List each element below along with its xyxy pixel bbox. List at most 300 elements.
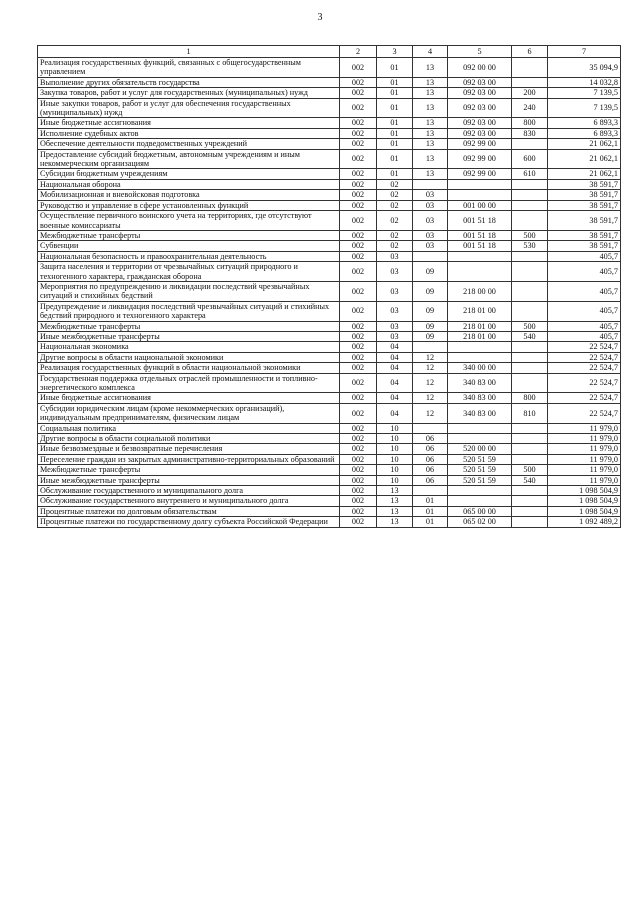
row-amount-cell: 38 591,7 — [548, 190, 621, 200]
row-code-cell: 002 — [340, 486, 377, 496]
row-expense-type-cell — [512, 444, 548, 454]
row-section-cell: 04 — [377, 393, 413, 403]
row-section-cell: 04 — [377, 363, 413, 373]
row-amount-cell: 11 979,0 — [548, 444, 621, 454]
row-section-cell: 01 — [377, 169, 413, 179]
row-name-cell: Другие вопросы в области национальной экономики — [38, 352, 340, 362]
row-section-cell: 03 — [377, 251, 413, 261]
row-target-cell — [448, 190, 512, 200]
row-target-cell — [448, 486, 512, 496]
budget-table — [37, 45, 621, 528]
row-target-cell — [448, 352, 512, 362]
row-code-cell: 002 — [340, 454, 377, 464]
row-amount-cell: 38 591,7 — [548, 241, 621, 251]
row-amount-cell: 405,7 — [548, 262, 621, 282]
row-code-cell: 002 — [340, 506, 377, 516]
table-row — [38, 128, 621, 138]
row-subsection-cell: 12 — [413, 373, 448, 393]
row-subsection-cell: 13 — [413, 118, 448, 128]
row-target-cell: 340 00 00 — [448, 363, 512, 373]
table-row — [38, 77, 621, 87]
row-name-cell: Государственная поддержка отдельных отраслей промышленности и топливно-энергетического комплекса — [38, 373, 340, 393]
table-row — [38, 230, 621, 240]
row-section-cell: 10 — [377, 465, 413, 475]
row-section-cell: 03 — [377, 281, 413, 301]
row-subsection-cell: 03 — [413, 230, 448, 240]
row-section-cell: 01 — [377, 77, 413, 87]
row-expense-type-cell — [512, 352, 548, 362]
table-row — [38, 262, 621, 282]
row-target-cell — [448, 179, 512, 189]
row-name-cell: Национальная экономика — [38, 342, 340, 352]
row-expense-type-cell — [512, 363, 548, 373]
row-section-cell: 13 — [377, 486, 413, 496]
row-amount-cell: 405,7 — [548, 301, 621, 321]
row-name-cell: Иные безвозмездные и безвозвратные перечисления — [38, 444, 340, 454]
row-subsection-cell: 09 — [413, 321, 448, 331]
row-amount-cell: 1 098 504,9 — [548, 496, 621, 506]
table-row — [38, 342, 621, 352]
row-name-cell: Национальная оборона — [38, 179, 340, 189]
row-section-cell: 02 — [377, 190, 413, 200]
table-row — [38, 517, 621, 527]
row-code-cell: 002 — [340, 262, 377, 282]
table-row — [38, 281, 621, 301]
row-expense-type-cell — [512, 179, 548, 189]
row-code-cell: 002 — [340, 98, 377, 118]
row-expense-type-cell — [512, 423, 548, 433]
row-name-cell: Закупка товаров, работ и услуг для государственных (муниципальных) нужд — [38, 88, 340, 98]
header-cell: 7 — [548, 46, 621, 58]
row-subsection-cell: 06 — [413, 465, 448, 475]
row-expense-type-cell — [512, 496, 548, 506]
row-subsection-cell: 01 — [413, 506, 448, 516]
row-target-cell: 092 03 00 — [448, 118, 512, 128]
row-name-cell: Другие вопросы в области социальной политики — [38, 434, 340, 444]
row-section-cell: 01 — [377, 98, 413, 118]
row-section-cell: 13 — [377, 506, 413, 516]
row-expense-type-cell — [512, 342, 548, 352]
row-amount-cell: 38 591,7 — [548, 230, 621, 240]
row-amount-cell: 22 524,7 — [548, 342, 621, 352]
row-expense-type-cell — [512, 77, 548, 87]
row-target-cell — [448, 496, 512, 506]
row-amount-cell: 11 979,0 — [548, 434, 621, 444]
row-amount-cell: 1 098 504,9 — [548, 506, 621, 516]
row-section-cell: 03 — [377, 262, 413, 282]
page-number: 3 — [317, 12, 323, 23]
table-row — [38, 190, 621, 200]
row-name-cell: Социальная политика — [38, 423, 340, 433]
table-row — [38, 200, 621, 210]
row-name-cell: Межбюджетные трансферты — [38, 465, 340, 475]
table-row — [38, 118, 621, 128]
table-row — [38, 241, 621, 251]
row-name-cell: Исполнение судебных актов — [38, 128, 340, 138]
row-amount-cell: 11 979,0 — [548, 454, 621, 464]
row-expense-type-cell — [512, 58, 548, 78]
row-code-cell: 002 — [340, 321, 377, 331]
row-amount-cell: 405,7 — [548, 331, 621, 341]
row-target-cell: 001 51 18 — [448, 241, 512, 251]
row-amount-cell: 22 524,7 — [548, 352, 621, 362]
row-section-cell: 01 — [377, 128, 413, 138]
row-name-cell: Иные бюджетные ассигнования — [38, 393, 340, 403]
row-subsection-cell: 13 — [413, 139, 448, 149]
row-expense-type-cell: 530 — [512, 241, 548, 251]
row-subsection-cell: 09 — [413, 301, 448, 321]
row-expense-type-cell: 500 — [512, 321, 548, 331]
row-name-cell: Субсидии бюджетным учреждениям — [38, 169, 340, 179]
row-expense-type-cell: 500 — [512, 230, 548, 240]
row-target-cell: 520 51 59 — [448, 454, 512, 464]
row-code-cell: 002 — [340, 331, 377, 341]
row-section-cell: 13 — [377, 496, 413, 506]
row-code-cell: 002 — [340, 169, 377, 179]
row-amount-cell: 22 524,7 — [548, 363, 621, 373]
row-target-cell: 092 03 00 — [448, 128, 512, 138]
row-expense-type-cell: 800 — [512, 393, 548, 403]
row-target-cell: 065 00 00 — [448, 506, 512, 516]
row-code-cell: 002 — [340, 444, 377, 454]
row-name-cell: Обслуживание государственного и муниципального долга — [38, 486, 340, 496]
table-row — [38, 179, 621, 189]
row-section-cell: 01 — [377, 118, 413, 128]
row-subsection-cell: 06 — [413, 444, 448, 454]
row-section-cell: 01 — [377, 149, 413, 169]
table-row — [38, 363, 621, 373]
row-name-cell: Национальная безопасность и правоохранительная деятельность — [38, 251, 340, 261]
row-name-cell: Выполнение других обязательств государства — [38, 77, 340, 87]
row-amount-cell: 11 979,0 — [548, 475, 621, 485]
table-row — [38, 454, 621, 464]
row-section-cell: 10 — [377, 444, 413, 454]
row-name-cell: Реализация государственных функций, связанных с общегосударственным управлением — [38, 58, 340, 78]
row-amount-cell: 1 098 504,9 — [548, 486, 621, 496]
row-amount-cell: 38 591,7 — [548, 211, 621, 231]
row-name-cell: Субвенции — [38, 241, 340, 251]
row-name-cell: Межбюджетные трансферты — [38, 321, 340, 331]
row-expense-type-cell: 610 — [512, 169, 548, 179]
row-target-cell: 218 00 00 — [448, 281, 512, 301]
row-expense-type-cell — [512, 517, 548, 527]
row-section-cell: 01 — [377, 88, 413, 98]
row-amount-cell: 21 062,1 — [548, 139, 621, 149]
row-name-cell: Субсидии юридическим лицам (кроме некоммерческих организаций), индивидуальным предпринимателям, физическим лицам — [38, 403, 340, 423]
row-code-cell: 002 — [340, 139, 377, 149]
header-cell: 2 — [340, 46, 377, 58]
row-name-cell: Мобилизационная и вневойсковая подготовка — [38, 190, 340, 200]
row-name-cell: Защита населения и территории от чрезвычайных ситуаций природного и техногенного характера, гражданская оборона — [38, 262, 340, 282]
row-code-cell: 002 — [340, 77, 377, 87]
row-section-cell: 01 — [377, 139, 413, 149]
row-subsection-cell — [413, 342, 448, 352]
row-expense-type-cell — [512, 211, 548, 231]
row-name-cell: Переселение граждан из закрытых административно-территориальных образований — [38, 454, 340, 464]
row-code-cell: 002 — [340, 251, 377, 261]
row-target-cell: 001 51 18 — [448, 211, 512, 231]
row-code-cell: 002 — [340, 230, 377, 240]
row-subsection-cell: 01 — [413, 517, 448, 527]
row-subsection-cell: 13 — [413, 128, 448, 138]
row-expense-type-cell — [512, 486, 548, 496]
row-subsection-cell: 12 — [413, 393, 448, 403]
row-section-cell: 04 — [377, 373, 413, 393]
row-target-cell: 092 99 00 — [448, 139, 512, 149]
row-amount-cell: 7 139,5 — [548, 88, 621, 98]
row-expense-type-cell: 600 — [512, 149, 548, 169]
table-row — [38, 496, 621, 506]
row-section-cell: 03 — [377, 331, 413, 341]
row-code-cell: 002 — [340, 128, 377, 138]
row-subsection-cell: 13 — [413, 88, 448, 98]
row-name-cell: Иные закупки товаров, работ и услуг для обеспечения государственных (муниципальных) нужд — [38, 98, 340, 118]
row-subsection-cell: 12 — [413, 352, 448, 362]
table-row — [38, 139, 621, 149]
row-code-cell: 002 — [340, 118, 377, 128]
table-row — [38, 506, 621, 516]
row-target-cell: 092 03 00 — [448, 77, 512, 87]
table-row — [38, 211, 621, 231]
row-subsection-cell — [413, 423, 448, 433]
row-section-cell: 10 — [377, 434, 413, 444]
row-code-cell: 002 — [340, 301, 377, 321]
row-code-cell: 002 — [340, 517, 377, 527]
row-code-cell: 002 — [340, 393, 377, 403]
row-name-cell: Руководство и управление в сфере установленных функций — [38, 200, 340, 210]
row-expense-type-cell — [512, 200, 548, 210]
row-subsection-cell: 13 — [413, 98, 448, 118]
row-code-cell: 002 — [340, 190, 377, 200]
row-amount-cell: 22 524,7 — [548, 393, 621, 403]
row-expense-type-cell — [512, 190, 548, 200]
row-section-cell: 10 — [377, 423, 413, 433]
row-target-cell: 218 01 00 — [448, 301, 512, 321]
table-row — [38, 169, 621, 179]
row-subsection-cell: 03 — [413, 241, 448, 251]
row-amount-cell: 21 062,1 — [548, 169, 621, 179]
row-code-cell: 002 — [340, 475, 377, 485]
row-expense-type-cell: 540 — [512, 475, 548, 485]
table-row — [38, 331, 621, 341]
row-amount-cell: 6 893,3 — [548, 128, 621, 138]
row-section-cell: 04 — [377, 403, 413, 423]
row-code-cell: 002 — [340, 496, 377, 506]
table-row — [38, 352, 621, 362]
row-amount-cell: 7 139,5 — [548, 98, 621, 118]
row-target-cell: 001 51 18 — [448, 230, 512, 240]
row-expense-type-cell — [512, 262, 548, 282]
row-section-cell: 02 — [377, 211, 413, 231]
row-amount-cell: 38 591,7 — [548, 179, 621, 189]
row-section-cell: 01 — [377, 58, 413, 78]
row-expense-type-cell: 810 — [512, 403, 548, 423]
row-subsection-cell — [413, 251, 448, 261]
row-subsection-cell: 09 — [413, 331, 448, 341]
row-subsection-cell: 13 — [413, 169, 448, 179]
row-name-cell: Иные межбюджетные трансферты — [38, 331, 340, 341]
row-subsection-cell: 09 — [413, 281, 448, 301]
row-section-cell: 04 — [377, 352, 413, 362]
table-row — [38, 149, 621, 169]
row-expense-type-cell: 200 — [512, 88, 548, 98]
row-subsection-cell: 03 — [413, 200, 448, 210]
row-expense-type-cell: 830 — [512, 128, 548, 138]
row-subsection-cell: 09 — [413, 262, 448, 282]
table-row — [38, 373, 621, 393]
row-subsection-cell: 06 — [413, 454, 448, 464]
header-cell: 1 — [38, 46, 340, 58]
row-name-cell: Реализация государственных функций в области национальной экономики — [38, 363, 340, 373]
row-name-cell: Иные бюджетные ассигнования — [38, 118, 340, 128]
row-target-cell: 218 01 00 — [448, 321, 512, 331]
row-code-cell: 002 — [340, 88, 377, 98]
row-subsection-cell: 13 — [413, 58, 448, 78]
row-amount-cell: 21 062,1 — [548, 149, 621, 169]
table-header-row — [38, 46, 621, 58]
row-section-cell: 10 — [377, 475, 413, 485]
row-target-cell: 340 83 00 — [448, 393, 512, 403]
row-subsection-cell: 03 — [413, 190, 448, 200]
row-expense-type-cell — [512, 454, 548, 464]
row-target-cell: 340 83 00 — [448, 373, 512, 393]
row-amount-cell: 405,7 — [548, 251, 621, 261]
row-name-cell: Процентные платежи по долговым обязательствам — [38, 506, 340, 516]
row-code-cell: 002 — [340, 281, 377, 301]
row-target-cell: 092 03 00 — [448, 88, 512, 98]
row-expense-type-cell: 800 — [512, 118, 548, 128]
row-amount-cell: 22 524,7 — [548, 403, 621, 423]
table-row — [38, 88, 621, 98]
row-target-cell: 092 03 00 — [448, 98, 512, 118]
table-row — [38, 444, 621, 454]
row-target-cell — [448, 251, 512, 261]
table-row — [38, 98, 621, 118]
row-target-cell: 340 83 00 — [448, 403, 512, 423]
table-row — [38, 251, 621, 261]
table-row — [38, 393, 621, 403]
table-row — [38, 434, 621, 444]
row-section-cell: 02 — [377, 179, 413, 189]
row-subsection-cell: 12 — [413, 363, 448, 373]
row-section-cell: 03 — [377, 321, 413, 331]
row-target-cell: 218 01 00 — [448, 331, 512, 341]
row-target-cell — [448, 342, 512, 352]
row-target-cell: 520 51 59 — [448, 475, 512, 485]
row-code-cell: 002 — [340, 241, 377, 251]
row-subsection-cell: 13 — [413, 77, 448, 87]
row-name-cell: Обслуживание государственного внутреннего и муниципального долга — [38, 496, 340, 506]
row-subsection-cell — [413, 486, 448, 496]
row-code-cell: 002 — [340, 465, 377, 475]
row-name-cell: Процентные платежи по государственному долгу субъекта Российской Федерации — [38, 517, 340, 527]
row-amount-cell: 1 092 489,2 — [548, 517, 621, 527]
row-code-cell: 002 — [340, 434, 377, 444]
row-expense-type-cell — [512, 251, 548, 261]
header-cell: 6 — [512, 46, 548, 58]
table-row — [38, 403, 621, 423]
row-code-cell: 002 — [340, 342, 377, 352]
table-row — [38, 423, 621, 433]
row-target-cell: 092 99 00 — [448, 169, 512, 179]
row-section-cell: 02 — [377, 241, 413, 251]
row-expense-type-cell: 240 — [512, 98, 548, 118]
row-subsection-cell — [413, 179, 448, 189]
row-code-cell: 002 — [340, 363, 377, 373]
table-row — [38, 321, 621, 331]
row-amount-cell: 35 094,9 — [548, 58, 621, 78]
row-expense-type-cell — [512, 506, 548, 516]
row-section-cell: 03 — [377, 301, 413, 321]
row-code-cell: 002 — [340, 58, 377, 78]
row-target-cell: 001 00 00 — [448, 200, 512, 210]
row-name-cell: Обеспечение деятельности подведомственных учреждений — [38, 139, 340, 149]
row-subsection-cell: 06 — [413, 475, 448, 485]
row-target-cell: 520 51 59 — [448, 465, 512, 475]
row-name-cell: Осуществление первичного воинского учета на территориях, где отсутствуют военные комиссариаты — [38, 211, 340, 231]
row-section-cell: 02 — [377, 200, 413, 210]
row-expense-type-cell: 540 — [512, 331, 548, 341]
row-name-cell: Предоставление субсидий бюджетным, автономным учреждениям и иным некоммерческим организациям — [38, 149, 340, 169]
row-amount-cell: 14 032,8 — [548, 77, 621, 87]
table-row — [38, 465, 621, 475]
row-target-cell: 092 00 00 — [448, 58, 512, 78]
row-section-cell: 10 — [377, 454, 413, 464]
row-name-cell: Межбюджетные трансферты — [38, 230, 340, 240]
row-code-cell: 002 — [340, 352, 377, 362]
row-name-cell: Предупреждение и ликвидация последствий чрезвычайных ситуаций и стихийных бедствий природного и техногенного характера — [38, 301, 340, 321]
row-code-cell: 002 — [340, 211, 377, 231]
row-section-cell: 13 — [377, 517, 413, 527]
table-row — [38, 486, 621, 496]
row-amount-cell: 22 524,7 — [548, 373, 621, 393]
row-target-cell: 092 99 00 — [448, 149, 512, 169]
row-subsection-cell: 13 — [413, 149, 448, 169]
row-code-cell: 002 — [340, 403, 377, 423]
row-section-cell: 04 — [377, 342, 413, 352]
row-expense-type-cell — [512, 373, 548, 393]
row-expense-type-cell: 500 — [512, 465, 548, 475]
row-amount-cell: 11 979,0 — [548, 465, 621, 475]
row-expense-type-cell — [512, 139, 548, 149]
row-code-cell: 002 — [340, 149, 377, 169]
row-target-cell: 065 02 00 — [448, 517, 512, 527]
row-target-cell — [448, 423, 512, 433]
header-cell: 3 — [377, 46, 413, 58]
table-row — [38, 301, 621, 321]
row-target-cell: 520 00 00 — [448, 444, 512, 454]
row-expense-type-cell — [512, 434, 548, 444]
row-section-cell: 02 — [377, 230, 413, 240]
row-code-cell: 002 — [340, 200, 377, 210]
row-amount-cell: 405,7 — [548, 281, 621, 301]
row-expense-type-cell — [512, 281, 548, 301]
row-code-cell: 002 — [340, 423, 377, 433]
row-expense-type-cell — [512, 301, 548, 321]
row-name-cell: Мероприятия по предупреждению и ликвидации последствий чрезвычайных ситуаций и стихийных бедствий — [38, 281, 340, 301]
table-row — [38, 58, 621, 78]
header-cell: 5 — [448, 46, 512, 58]
row-code-cell: 002 — [340, 373, 377, 393]
row-amount-cell: 405,7 — [548, 321, 621, 331]
row-subsection-cell: 03 — [413, 211, 448, 231]
row-target-cell — [448, 434, 512, 444]
row-subsection-cell: 12 — [413, 403, 448, 423]
row-target-cell — [448, 262, 512, 282]
row-code-cell: 002 — [340, 179, 377, 189]
row-amount-cell: 6 893,3 — [548, 118, 621, 128]
table-row — [38, 475, 621, 485]
